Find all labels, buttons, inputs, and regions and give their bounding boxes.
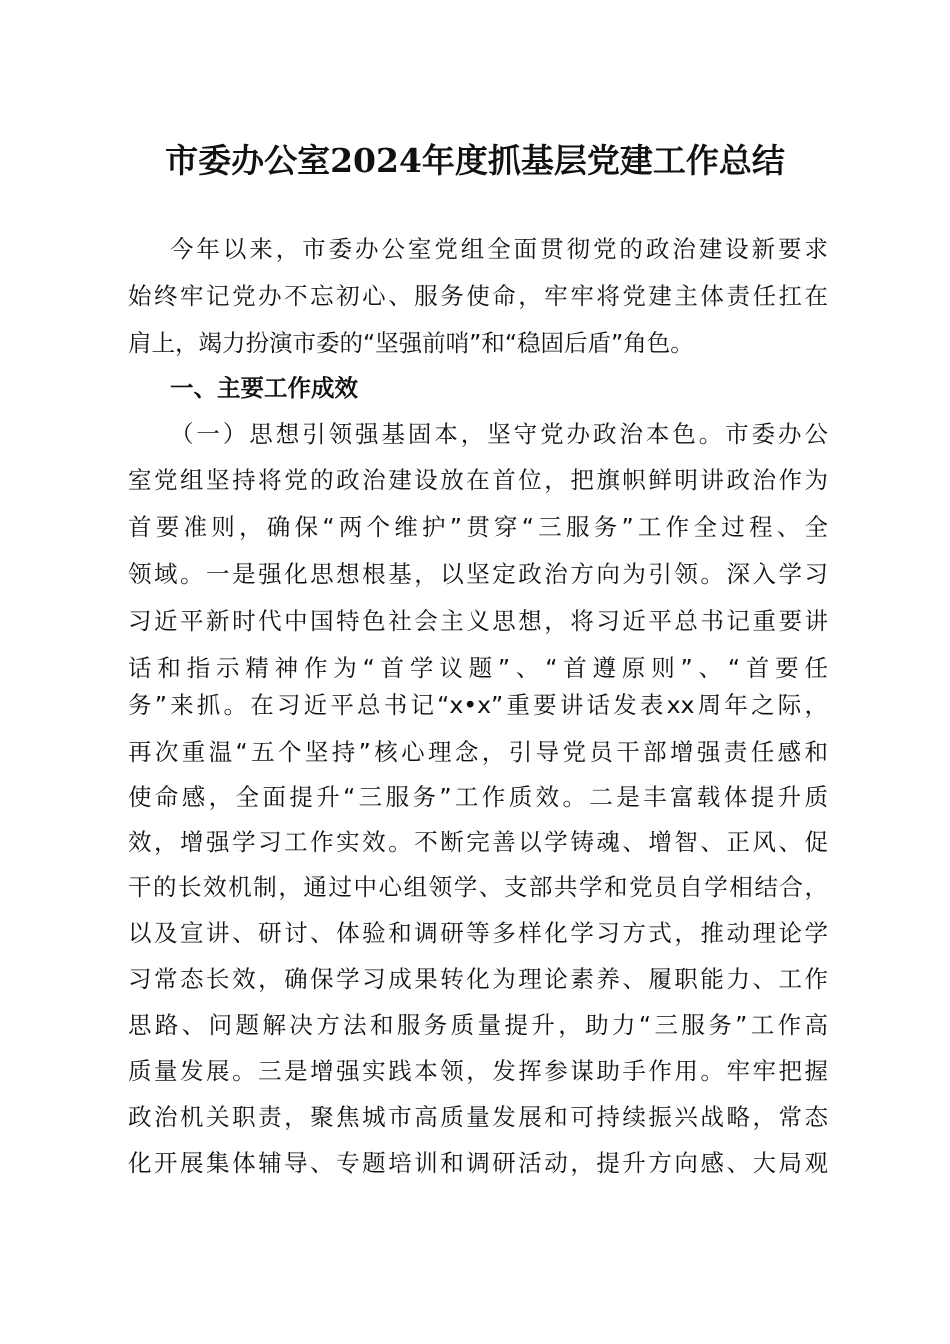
paragraph-line: 质量发展。三是增强实践本领，发挥参谋助手作用。牢牢把握 [128, 1057, 828, 1085]
paragraph-line: 思路、问题解决方法和服务质量提升，助力“三服务”工作高 [128, 1011, 828, 1039]
paragraph-line: 始终牢记党办不忘初心、服务使命，牢牢将党建主体责任扛在 [128, 282, 828, 310]
paragraph-line: （一）思想引领强基固本，坚守党办政治本色。市委办公 [170, 420, 828, 448]
paragraph-line: 使命感，全面提升“三服务”工作质效。二是丰富载体提升质 [128, 783, 828, 811]
paragraph-line: 干的长效机制，通过中心组领学、支部共学和党员自学相结合， [128, 873, 828, 901]
paragraph-line: 话和指示精神作为“首学议题”、“首遵原则”、“首要任 [128, 654, 828, 682]
paragraph-line: 习近平新时代中国特色社会主义思想，将习近平总书记重要讲 [128, 607, 828, 635]
document-title: 市委办公室2024年度抓基层党建工作总结 [165, 141, 785, 180]
paragraph-line: 再次重温“五个坚持”核心理念，引导党员干部增强责任感和 [128, 738, 828, 766]
section-heading: 一、主要工作成效 [170, 374, 358, 402]
paragraph-line: 效，增强学习工作实效。不断完善以学铸魂、增智、正风、促 [128, 828, 828, 856]
paragraph-line: 以及宣讲、研讨、体验和调研等多样化学习方式，推动理论学 [128, 919, 828, 947]
paragraph-line: 政治机关职责，聚焦城市高质量发展和可持续振兴战略，常态 [128, 1103, 828, 1131]
paragraph-line: 习常态长效，确保学习成果转化为理论素养、履职能力、工作 [128, 965, 828, 993]
paragraph-line: 首要准则，确保“两个维护”贯穿“三服务”工作全过程、全 [128, 513, 828, 541]
paragraph-line: 肩上，竭力扮演市委的“坚强前哨”和“稳固后盾”角色。 [128, 329, 694, 357]
paragraph-line: 室党组坚持将党的政治建设放在首位，把旗帜鲜明讲政治作为 [128, 466, 828, 494]
paragraph-line: 今年以来，市委办公室党组全面贯彻党的政治建设新要求 [170, 235, 828, 263]
paragraph-line: 务”来抓。在习近平总书记“x•x”重要讲话发表xx周年之际， [128, 691, 828, 719]
paragraph-line: 化开展集体辅导、专题培训和调研活动，提升方向感、大局观 [128, 1149, 828, 1177]
paragraph-line: 领域。一是强化思想根基，以坚定政治方向为引领。深入学习 [128, 560, 828, 588]
